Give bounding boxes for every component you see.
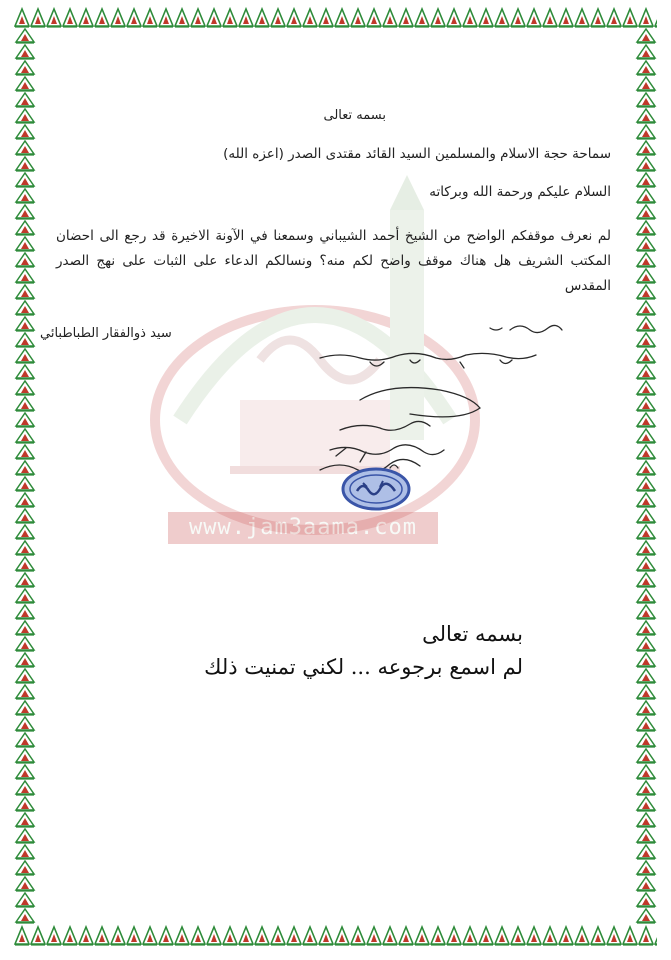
- border-pattern-left: [14, 28, 36, 924]
- letter-basmala: بسمه تعالى: [323, 108, 386, 123]
- letter-addressee: سماحة حجة الاسلام والمسلمين السيد القائد مقتدى الصدر (اعزه الله): [223, 146, 611, 162]
- letter-greeting: السلام عليكم ورحمة الله وبركاته: [429, 184, 611, 200]
- border-pattern-bottom: [14, 924, 657, 946]
- decorative-border-bottom: [14, 924, 657, 946]
- sender-name: سيد ذوالفقار الطباطبائي: [40, 326, 172, 341]
- transcription-line-1: بسمه تعالى: [422, 622, 523, 646]
- seal-stamp-icon: [341, 467, 411, 511]
- border-pattern-right: [635, 28, 657, 924]
- decorative-border-right: [635, 28, 657, 924]
- transcription-line-2: لم اسمع برجوعه ... لكني تمنيت ذلك: [204, 655, 523, 679]
- decorative-border-left: [14, 28, 36, 924]
- watermark-url: www.jam3aama.com: [168, 512, 438, 544]
- decorative-border-top: [14, 6, 657, 28]
- official-seal: [341, 467, 411, 511]
- border-pattern-top: [14, 6, 657, 28]
- letter-body: لم نعرف موقفكم الواضح من الشيخ أحمد الشيباني وسمعنا في الآونة الاخيرة قد رجع الى احضان المكتب الشريف هل هناك موقف واضح لكم منه؟ ونسالكم الدعاء على الثبات على نهج الصدر المقدس: [56, 228, 611, 294]
